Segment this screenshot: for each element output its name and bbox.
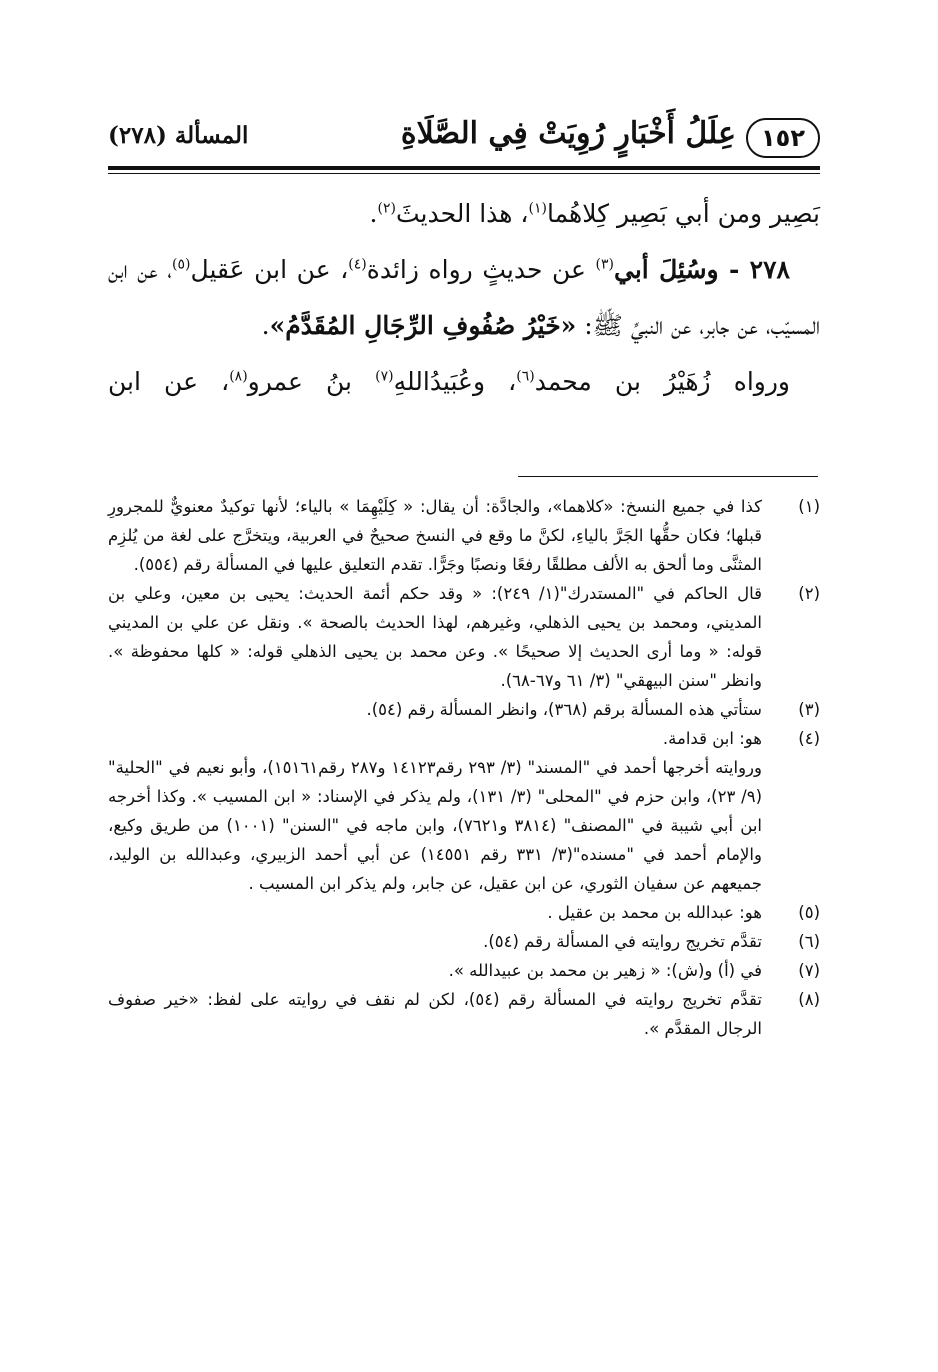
footnote-ref: (٥) bbox=[172, 256, 191, 273]
text-run: عن حديثٍ رواه زائدة bbox=[366, 255, 596, 284]
footnotes bbox=[108, 492, 820, 1043]
footnote-separator bbox=[518, 476, 818, 477]
book-title: عِلَلُ أَخْبَارٍ رُوِيَتْ فِي الصَّلَاةِ bbox=[400, 116, 736, 151]
footnote-text: قال الحاكم في "المستدرك"(١/ ٢٤٩): « وقد حكم أئمة الحديث: يحيى بن معين، وعلي بن المديني، ومحمد بن يحيى الذهلي، وغيرهم، لهذا الحديث بالصحة ». ونقل عن علي بن المديني قوله: « وما أرى الحديث إلا صحيحًا ». وعن محمد بن يحيى الذهلي قوله: « كلها محفوظة ». وانظر "سنن البيهقي" (٣/ ٦١ و٦٧-٦٨). bbox=[108, 584, 762, 690]
footnote-ref: (٤) bbox=[348, 256, 367, 273]
text-run: ، وعُبَيدُاللهِ bbox=[393, 367, 517, 396]
footnote-text: هو: عبدالله بن محمد بن عقيل . bbox=[547, 903, 762, 922]
text-run: بَصِير ومن أبي بَصِير كِلاهُما bbox=[546, 199, 820, 228]
footnote-ref: (١) bbox=[528, 200, 547, 217]
footnote-number: (٥) bbox=[798, 903, 820, 922]
footnote-ref: (٢) bbox=[377, 200, 396, 217]
footnote-number: (٢) bbox=[798, 584, 820, 603]
text-run: بنُ عمرو bbox=[247, 367, 376, 396]
text-run: ، عن ابن عَقيل bbox=[190, 255, 349, 284]
footnote bbox=[108, 579, 820, 695]
footnote bbox=[108, 724, 820, 898]
footnote-number: (٣) bbox=[798, 700, 820, 719]
footnote-ref: (٨) bbox=[229, 368, 248, 385]
footnote bbox=[108, 985, 820, 1043]
page-header bbox=[108, 112, 820, 164]
text-run: ، هذا الحديثَ bbox=[395, 199, 529, 228]
footnote bbox=[108, 956, 820, 985]
main-text bbox=[108, 186, 820, 410]
footnote bbox=[108, 492, 820, 579]
footnote-number: (٧) bbox=[798, 961, 820, 980]
text-run: ، عن ابن bbox=[108, 367, 230, 396]
header-rule-thick bbox=[108, 166, 820, 170]
footnote-ref: (٧) bbox=[375, 368, 394, 385]
footnote bbox=[108, 927, 820, 956]
footnote-number: (٦) bbox=[798, 932, 820, 951]
text-run: ، عن ابن المسيّب، عن جابر، عن النبيِّ ﷺ: bbox=[108, 255, 820, 340]
issue-number: ٢٧٨ - bbox=[718, 255, 790, 284]
footnote-number: (٨) bbox=[798, 990, 820, 1009]
footnote-text: تقدَّم تخريج روايته في المسألة رقم (٥٤). bbox=[483, 932, 762, 951]
text-run: . bbox=[369, 199, 378, 228]
footnote-text: كذا في جميع النسخ: «كلاهما»، والجادَّة: أن يقال: « كِلَيْهِمَا » بالياء؛ لأنها توكيدٌ معنويٌّ للمجرورِ قبلها؛ فكان حقُّها الجَرَّ بالياءِ، لكنَّ ما وقع في النسخ صحيحٌ في العربية، ويتخرَّج على لغة من يُلزِم المثنَّى وما ألحق به الألف مطلقًا رفعًا ونصبًا وجَرًّا. تقدم التعليق عليها في المسألة رقم (٥٥٤). bbox=[108, 497, 762, 574]
footnote-text: تقدَّم تخريج روايته في المسألة رقم (٥٤)، لكن لم نقف في روايته على لفظ: «خير صفوف الرجال المقدَّم ». bbox=[108, 990, 762, 1038]
footnote bbox=[108, 695, 820, 724]
text-run: ورواه زُهَيْرُ بن محمد bbox=[534, 367, 790, 396]
main-paragraph-2 bbox=[108, 242, 820, 354]
hadith-text: «خَيْرُ صُفُوفِ الرِّجَالِ المُقَدَّمُ» bbox=[269, 311, 577, 340]
main-paragraph-3 bbox=[108, 354, 820, 410]
footnote-text: في (أ) و(ش): « زهير بن محمد بن عبيدالله ». bbox=[448, 961, 762, 980]
issue-label: المسألة (٢٧٨) bbox=[108, 122, 249, 149]
main-paragraph-1 bbox=[108, 186, 820, 242]
footnote-text: هو: ابن قدامة. bbox=[662, 729, 762, 748]
page-number: ١٥٢ bbox=[746, 118, 820, 158]
footnote-number: (١) bbox=[798, 497, 820, 516]
footnote-ref: (٦) bbox=[516, 368, 535, 385]
header-rule-thin bbox=[108, 173, 820, 174]
footnote-ref: (٣) bbox=[595, 256, 614, 273]
footnote bbox=[108, 898, 820, 927]
text-run: وسُئِلَ أبي bbox=[614, 255, 719, 284]
footnote-text: ستأتي هذه المسألة برقم (٣٦٨)، وانظر المسألة رقم (٥٤). bbox=[366, 700, 762, 719]
footnote-text-continued: وروايته أخرجها أحمد في "المسند" (٣/ ٢٩٣ رقم١٤١٢٣ و٢٨٧ رقم١٥١٦١)، وأبو نعيم في "الحلية" (٩/ ٢٣)، وابن حزم في "المحلى" (٣/ ١٣١)، ولم يذكر في الإسناد: « ابن المسيب ». وكذا أخرجه ابن أبي شيبة في "المصنف" (٣٨١٤ و٧٦٢١)، وابن ماجه في "السنن" (١٠٠١) من طريق وكيع، والإمام أحمد في "مسنده"(٣/ ٣٣١ رقم ١٤٥٥١) عن أبي أحمد الزبيري، وعبدالله بن الوليد، جميعهم عن سفيان الثوري، عن ابن عقيل، عن جابر، ولم يذكر ابن المسيب . bbox=[108, 758, 763, 893]
footnote-number: (٤) bbox=[798, 729, 820, 748]
text-run: . bbox=[261, 311, 270, 340]
